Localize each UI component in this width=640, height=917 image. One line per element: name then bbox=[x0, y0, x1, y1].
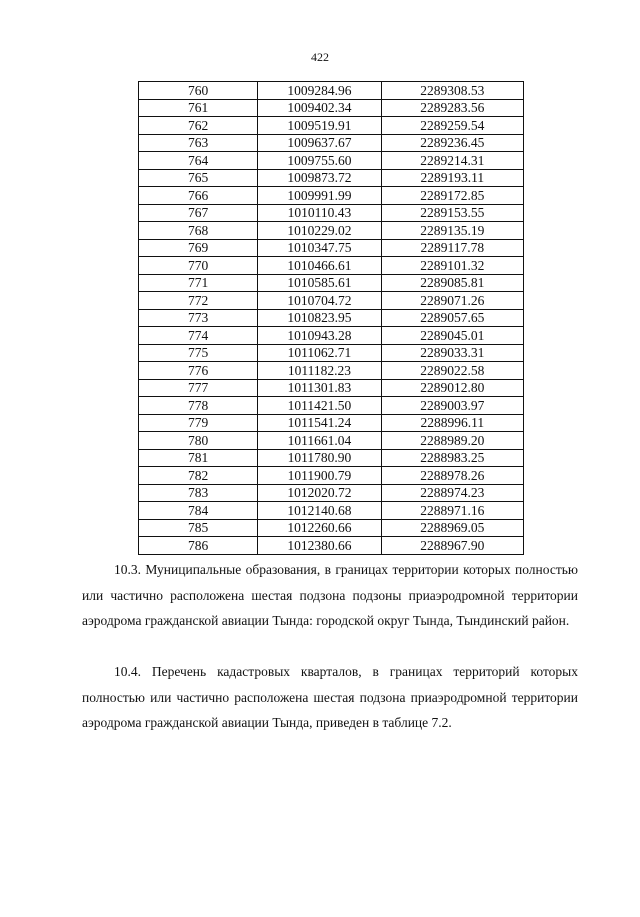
table-row bbox=[139, 432, 524, 450]
y-coordinate-cell: 2288969.05 bbox=[381, 519, 523, 537]
y-coordinate-cell: 2289283.56 bbox=[381, 99, 523, 117]
x-coordinate-cell: 1010823.95 bbox=[258, 309, 382, 327]
point-number-cell: 776 bbox=[139, 362, 258, 380]
x-coordinate-cell: 1009755.60 bbox=[258, 152, 382, 170]
x-coordinate-cell: 1011900.79 bbox=[258, 467, 382, 485]
y-coordinate-cell: 2289003.97 bbox=[381, 397, 523, 415]
x-coordinate-cell: 1009637.67 bbox=[258, 134, 382, 152]
y-coordinate-cell: 2289153.55 bbox=[381, 204, 523, 222]
table-row bbox=[139, 152, 524, 170]
point-number-cell: 779 bbox=[139, 414, 258, 432]
point-number-cell: 786 bbox=[139, 537, 258, 555]
x-coordinate-cell: 1010466.61 bbox=[258, 257, 382, 275]
table-row bbox=[139, 344, 524, 362]
y-coordinate-cell: 2289259.54 bbox=[381, 117, 523, 135]
point-number-cell: 772 bbox=[139, 292, 258, 310]
x-coordinate-cell: 1012020.72 bbox=[258, 484, 382, 502]
point-number-cell: 778 bbox=[139, 397, 258, 415]
table-row bbox=[139, 204, 524, 222]
x-coordinate-cell: 1009873.72 bbox=[258, 169, 382, 187]
y-coordinate-cell: 2288971.16 bbox=[381, 502, 523, 520]
y-coordinate-cell: 2288983.25 bbox=[381, 449, 523, 467]
coordinates-table-body bbox=[139, 82, 524, 555]
point-number-cell: 763 bbox=[139, 134, 258, 152]
table-row bbox=[139, 169, 524, 187]
point-number-cell: 768 bbox=[139, 222, 258, 240]
x-coordinate-cell: 1010704.72 bbox=[258, 292, 382, 310]
coordinates-table bbox=[138, 81, 524, 555]
point-number-cell: 766 bbox=[139, 187, 258, 205]
paragraph-10-4: 10.4. Перечень кадастровых кварталов, в границах территорий которых полностью или частично расположена шестая подзона приаэродромной территории аэродрома гражданской авиации Тында, приведен в таблице 7.2. bbox=[82, 664, 578, 730]
point-number-cell: 775 bbox=[139, 344, 258, 362]
x-coordinate-cell: 1012260.66 bbox=[258, 519, 382, 537]
table-row bbox=[139, 502, 524, 520]
x-coordinate-cell: 1009402.34 bbox=[258, 99, 382, 117]
paragraph-10-3: 10.3. Муниципальные образования, в границах территории которых полностью или частично расположена шестая подзона подзоны приаэродромной территории аэродрома гражданской авиации Тында: городской округ Тында, Тындинский район. bbox=[82, 562, 578, 628]
table-row bbox=[139, 134, 524, 152]
x-coordinate-cell: 1010585.61 bbox=[258, 274, 382, 292]
page-number: 422 bbox=[311, 50, 329, 64]
table-row bbox=[139, 292, 524, 310]
table-row bbox=[139, 414, 524, 432]
y-coordinate-cell: 2288978.26 bbox=[381, 467, 523, 485]
y-coordinate-cell: 2289012.80 bbox=[381, 379, 523, 397]
x-coordinate-cell: 1011062.71 bbox=[258, 344, 382, 362]
table-row bbox=[139, 397, 524, 415]
x-coordinate-cell: 1011541.24 bbox=[258, 414, 382, 432]
point-number-cell: 777 bbox=[139, 379, 258, 397]
x-coordinate-cell: 1011661.04 bbox=[258, 432, 382, 450]
x-coordinate-cell: 1009519.91 bbox=[258, 117, 382, 135]
x-coordinate-cell: 1011780.90 bbox=[258, 449, 382, 467]
point-number-cell: 773 bbox=[139, 309, 258, 327]
table-row bbox=[139, 309, 524, 327]
table-row bbox=[139, 222, 524, 240]
y-coordinate-cell: 2289045.01 bbox=[381, 327, 523, 345]
y-coordinate-cell: 2289135.19 bbox=[381, 222, 523, 240]
table-row bbox=[139, 327, 524, 345]
table-row bbox=[139, 99, 524, 117]
point-number-cell: 782 bbox=[139, 467, 258, 485]
x-coordinate-cell: 1010110.43 bbox=[258, 204, 382, 222]
y-coordinate-cell: 2289071.26 bbox=[381, 292, 523, 310]
x-coordinate-cell: 1011182.23 bbox=[258, 362, 382, 380]
point-number-cell: 771 bbox=[139, 274, 258, 292]
point-number-cell: 780 bbox=[139, 432, 258, 450]
x-coordinate-cell: 1010943.28 bbox=[258, 327, 382, 345]
y-coordinate-cell: 2288974.23 bbox=[381, 484, 523, 502]
y-coordinate-cell: 2288967.90 bbox=[381, 537, 523, 555]
y-coordinate-cell: 2289022.58 bbox=[381, 362, 523, 380]
point-number-cell: 769 bbox=[139, 239, 258, 257]
point-number-cell: 761 bbox=[139, 99, 258, 117]
point-number-cell: 783 bbox=[139, 484, 258, 502]
table-row bbox=[139, 82, 524, 100]
point-number-cell: 770 bbox=[139, 257, 258, 275]
point-number-cell: 784 bbox=[139, 502, 258, 520]
x-coordinate-cell: 1009991.99 bbox=[258, 187, 382, 205]
table-row bbox=[139, 187, 524, 205]
x-coordinate-cell: 1011301.83 bbox=[258, 379, 382, 397]
table-row bbox=[139, 239, 524, 257]
table-row bbox=[139, 484, 524, 502]
point-number-cell: 774 bbox=[139, 327, 258, 345]
x-coordinate-cell: 1010229.02 bbox=[258, 222, 382, 240]
table-row bbox=[139, 362, 524, 380]
x-coordinate-cell: 1012140.68 bbox=[258, 502, 382, 520]
table-row bbox=[139, 274, 524, 292]
point-number-cell: 781 bbox=[139, 449, 258, 467]
y-coordinate-cell: 2288989.20 bbox=[381, 432, 523, 450]
point-number-cell: 762 bbox=[139, 117, 258, 135]
y-coordinate-cell: 2289085.81 bbox=[381, 274, 523, 292]
table-row bbox=[139, 519, 524, 537]
y-coordinate-cell: 2289033.31 bbox=[381, 344, 523, 362]
x-coordinate-cell: 1011421.50 bbox=[258, 397, 382, 415]
x-coordinate-cell: 1012380.66 bbox=[258, 537, 382, 555]
y-coordinate-cell: 2289117.78 bbox=[381, 239, 523, 257]
table-row bbox=[139, 257, 524, 275]
y-coordinate-cell: 2289308.53 bbox=[381, 82, 523, 100]
table-row bbox=[139, 467, 524, 485]
y-coordinate-cell: 2289214.31 bbox=[381, 152, 523, 170]
point-number-cell: 767 bbox=[139, 204, 258, 222]
point-number-cell: 765 bbox=[139, 169, 258, 187]
y-coordinate-cell: 2289172.85 bbox=[381, 187, 523, 205]
table-row bbox=[139, 117, 524, 135]
y-coordinate-cell: 2288996.11 bbox=[381, 414, 523, 432]
table-row bbox=[139, 449, 524, 467]
x-coordinate-cell: 1009284.96 bbox=[258, 82, 382, 100]
y-coordinate-cell: 2289101.32 bbox=[381, 257, 523, 275]
table-row bbox=[139, 537, 524, 555]
point-number-cell: 760 bbox=[139, 82, 258, 100]
y-coordinate-cell: 2289057.65 bbox=[381, 309, 523, 327]
point-number-cell: 785 bbox=[139, 519, 258, 537]
table-row bbox=[139, 379, 524, 397]
y-coordinate-cell: 2289193.11 bbox=[381, 169, 523, 187]
y-coordinate-cell: 2289236.45 bbox=[381, 134, 523, 152]
x-coordinate-cell: 1010347.75 bbox=[258, 239, 382, 257]
point-number-cell: 764 bbox=[139, 152, 258, 170]
